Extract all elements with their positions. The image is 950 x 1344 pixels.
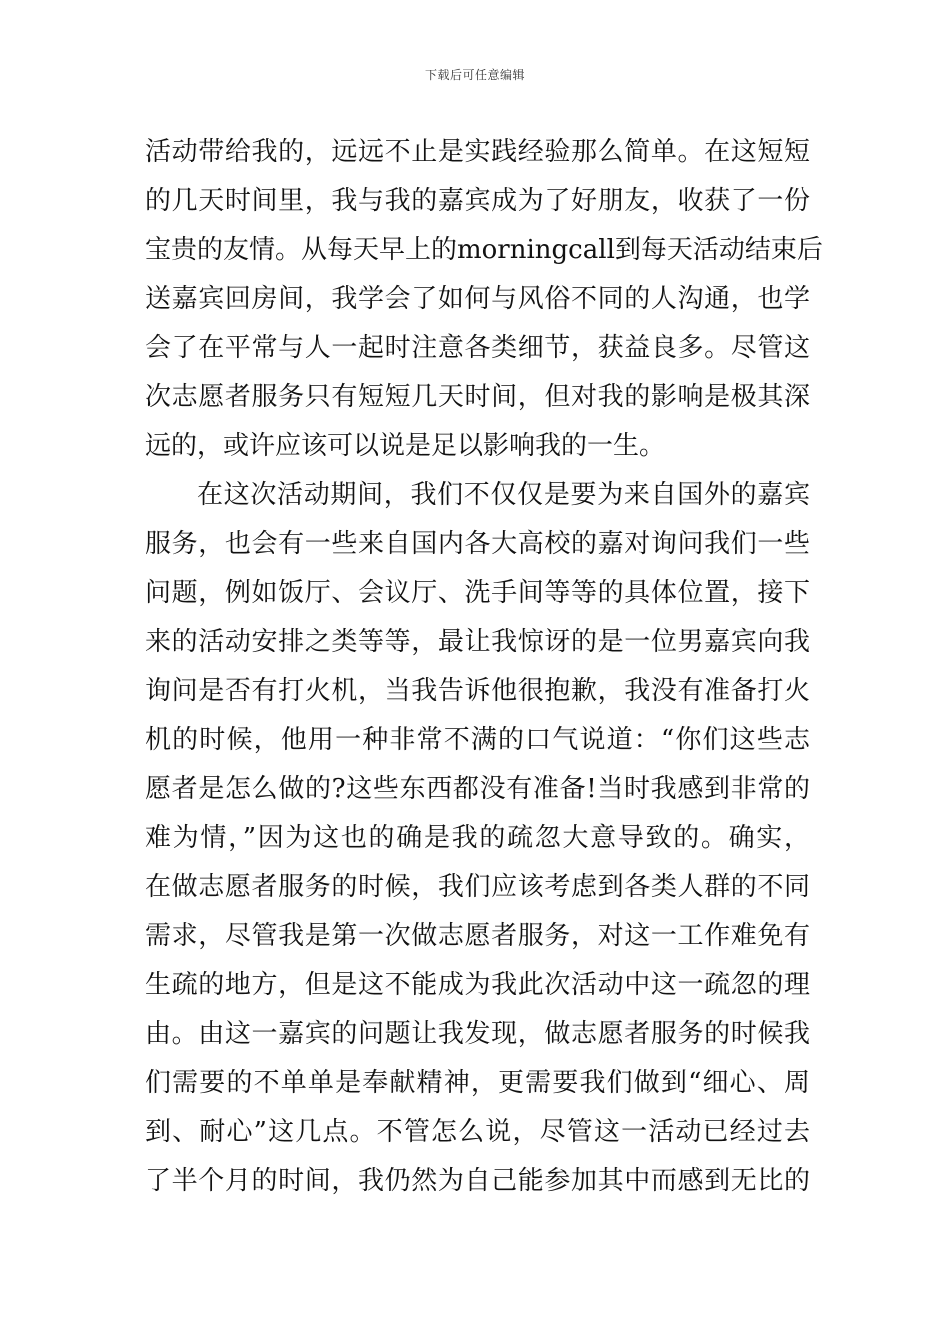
text-line: 愿者是怎么做的?这些东西都没有准备!当时我感到非常的 [145,774,810,804]
text-line: 由。由这一嘉宾的问题让我发现，做志愿者服务的时候我 [145,1019,810,1049]
text-line: 在做志愿者服务的时候，我们应该考虑到各类人群的不同 [145,872,810,902]
text-line: 需求，尽管我是第一次做志愿者服务，对这一工作难免有 [145,921,810,951]
text-line: 询问是否有打火机，当我告诉他很抱歉，我没有准备打火 [145,676,810,706]
text-line: 送嘉宾回房间，我学会了如何与风俗不同的人沟通，也学 [145,284,810,314]
text-line: 活动带给我的，远远不止是实践经验那么简单。在这短短 [145,137,810,167]
text-line: 宝贵的友情。从每天早上的morningcall到每天活动结束后 [145,235,823,265]
text-line: 服务，也会有一些来自国内各大高校的嘉对询问我们一些 [145,529,810,559]
page-header: 下载后可任意编辑 [424,68,525,82]
text-line: 了半个月的时间，我仍然为自己能参加其中而感到无比的 [145,1166,810,1196]
text-line: 机的时候，他用一种非常不满的口气说道：“你们这些志 [145,725,810,755]
text-line: 生疏的地方，但是这不能成为我此次活动中这一疏忽的理 [145,970,810,1000]
text-line: 问题，例如饭厅、会议厅、洗手间等等的具体位置，接下 [145,578,810,608]
paragraph-first-line: 在这次活动期间，我们不仅仅是要为来自国外的嘉宾 [197,480,810,510]
text-line: 难为情，”因为这也的确是我的疏忽大意导致的。确实， [145,823,810,853]
text-line: 们需要的不单单是奉献精神，更需要我们做到“细心、周 [145,1068,810,1098]
text-line: 远的，或许应该可以说是足以影响我的一生。 [145,431,666,461]
text-line: 的几天时间里，我与我的嘉宾成为了好朋友，收获了一份 [145,186,810,216]
text-line: 到、耐心”这几点。不管怎么说，尽管这一活动已经过去 [145,1117,810,1147]
text-line: 次志愿者服务只有短短几天时间，但对我的影响是极其深 [145,382,810,412]
text-line: 会了在平常与人一起时注意各类细节，获益良多。尽管这 [145,333,810,363]
body-text [145,128,823,1206]
text-line: 来的活动安排之类等等，最让我惊讶的是一位男嘉宾向我 [145,627,810,657]
